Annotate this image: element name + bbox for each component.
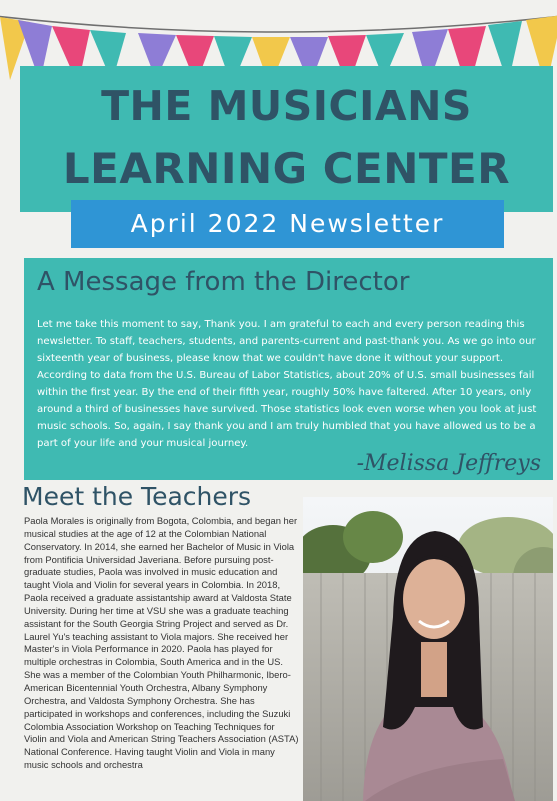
director-message-section: [24, 258, 553, 480]
title-line-2: LEARNING CENTER: [62, 144, 511, 193]
title-banner: [20, 66, 553, 212]
teachers-heading: Meet the Teachers: [22, 482, 252, 511]
director-message: Let me take this moment to say, Thank you. I am grateful to each and every person reading this newsletter. To staff, teachers, students, and parents-current and past-thank you. As we go into our sixteenth year of business, please know that we couldn't have done it without your support. According to data from the U.S. Bureau of Labor Statistics, about 20% of U.S. small businesses fail within the first year. By the end of their fifth year, roughly 50% have faltered. After 10 years, only around a third of businesses have survived. Those statistics look even worse when you look at just music schools. So, again, I say thank you and I am truly humbled that you have allowed us to be a part of your life and your musical journey.: [37, 319, 537, 449]
director-heading: A Message from the Director: [37, 267, 410, 297]
newsletter-date-banner: [71, 200, 504, 248]
title-line-1: THE MUSICIANS: [101, 82, 472, 130]
teacher-bio: Paola Morales is originally from Bogota, Colombia, and began her musical studies at the age of 12 at the Colombian National Conservatory. In 2014, she earned her Bachelor of Music in Viola from Pontificia Universidad Javeriana. Before pursuing post-graduate studies, Paola was involved in music education and taught Viola and Violin for several years in Colombia. In 2018, Paola received a graduate assistantship award at Valdosta State University. During her time at VSU she was a graduate teaching assistant for the South Georgia String Project and served as Dr. Laurel Yu's teaching assistant to Viola majors. She received her Master's in Viola Performance in 2020. Paola has played for multiple orchestras in Colombia, South America and in the US. She was a member of the Colombian Youth Philharmonic, Ibero-American Bicentennial Youth Orchestra, Albany Symphony Orchestra, and Valdosta Symphony Orchestra. She has participated in workshops and conferences, including the Suzuki Colombia Association Workshop on Teaching Techniques for Violin and Viola and American String Teachers Association (ASTA) National Conference. Having taught Violin and Viola in many music schools and orchestra: [24, 515, 299, 771]
newsletter-date: April 2022 Newsletter: [130, 209, 445, 238]
director-signature: -Melissa Jeffreys: [356, 451, 541, 476]
teacher-photo: [303, 497, 553, 801]
